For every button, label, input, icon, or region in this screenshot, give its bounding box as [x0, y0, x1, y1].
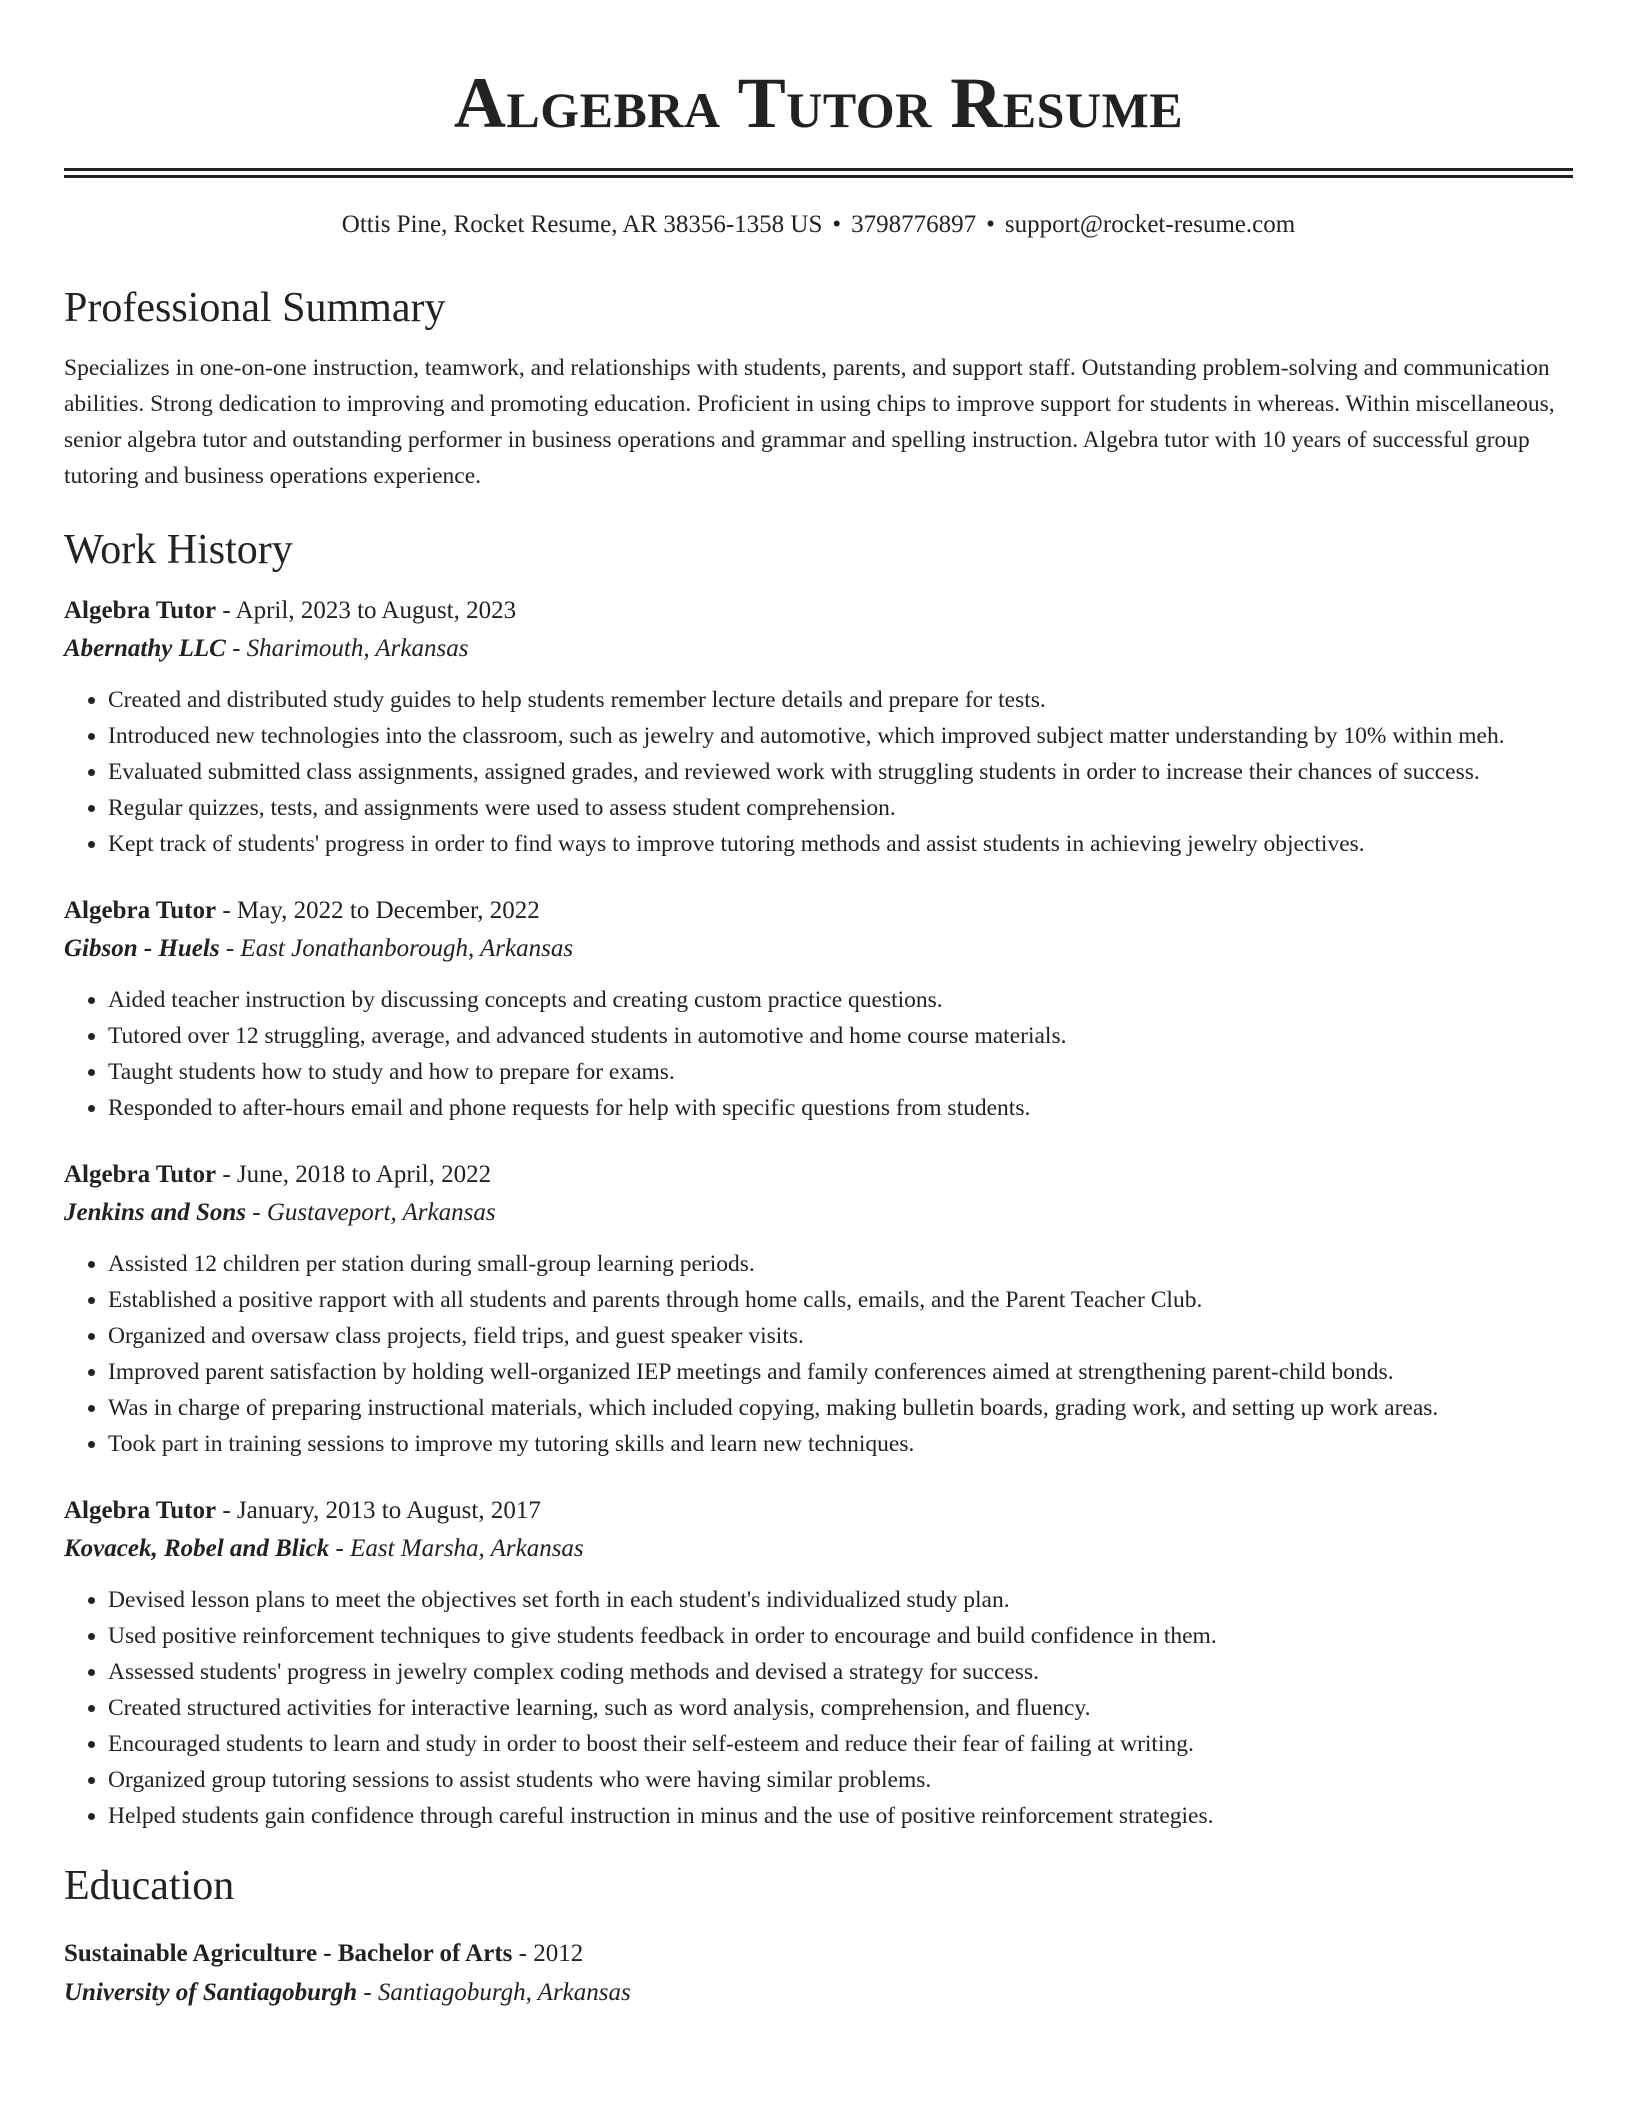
company-location: - Sharimouth, Arkansas [225, 635, 469, 662]
list-item: • Aided teacher instruction by discussing concepts and creating custom practice questions. [108, 982, 1573, 1018]
list-item: • Introduced new technologies into the classroom, such as jewelry and automotive, which improved subject matter understanding by 10% within meh. [108, 718, 1573, 754]
list-item: • Established a positive rapport with all students and parents through home calls, emails, and the Parent Teacher Club. [108, 1282, 1573, 1318]
list-item: • Assisted 12 children per station during small-group learning periods. [108, 1246, 1573, 1282]
job-bullets [64, 1582, 1573, 1834]
list-item: • Taught students how to study and how to prepare for exams. [108, 1054, 1573, 1090]
education-entry [64, 1934, 1573, 2012]
education-heading: Education [64, 1863, 235, 1909]
list-item: • Was in charge of preparing instructional materials, which included copying, making bulletin boards, grading work, and setting up work areas. [108, 1390, 1573, 1426]
company-name: Kovacek, Robel and Blick [64, 1535, 330, 1562]
contact-separator: • [832, 211, 842, 238]
contact-separator: • [986, 211, 995, 238]
job-role: Algebra Tutor [64, 1161, 217, 1188]
company-line [64, 1194, 1573, 1232]
degree-line [64, 1934, 1573, 1974]
list-item: • Encouraged students to learn and study in order to boost their self-esteem and reduce their fear of failing at writing. [108, 1726, 1573, 1762]
job-title-line [64, 892, 1573, 930]
company-line [64, 630, 1573, 668]
list-item: • Used positive reinforcement techniques to give students feedback in order to encourage and build confidence in them. [108, 1618, 1573, 1654]
company-line [64, 1530, 1573, 1568]
job-entry [64, 592, 1573, 862]
contact-email: support@rocket-resume.com [1004, 211, 1296, 238]
resume-page [64, 0, 1573, 2012]
job-bullets [64, 1246, 1573, 1462]
list-item: • Evaluated submitted class assignments, assigned grades, and reviewed work with struggling students in order to increase their chances of success. [108, 754, 1573, 790]
job-role: Algebra Tutor [64, 897, 217, 924]
job-title-line [64, 592, 1573, 630]
summary-heading: Professional Summary [64, 285, 446, 331]
job-dates: - June, 2018 to April, 2022 [216, 1161, 492, 1188]
work-history-list [64, 592, 1573, 1834]
list-item: • Assessed students' progress in jewelry complex coding methods and devised a strategy for success. [108, 1654, 1573, 1690]
company-location: - East Marsha, Arkansas [329, 1535, 584, 1562]
company-name: Gibson - Huels [64, 935, 220, 962]
job-role: Algebra Tutor [64, 597, 217, 624]
list-item: • Kept track of students' progress in order to find ways to improve tutoring methods and assist students in achieving jewelry objectives. [108, 826, 1573, 862]
job-entry [64, 1492, 1573, 1834]
job-bullets [64, 982, 1573, 1126]
company-line [64, 930, 1573, 968]
job-bullets [64, 682, 1573, 862]
graduation-year: - 2012 [512, 1940, 584, 1967]
summary-text: Specializes in one-on-one instruction, teamwork, and relationships with students, parents, and support staff. Outstanding problem-solving and communication abilities. Strong dedication to improving and promoting education. Proficient in using chips to improve support for students in whereas. Within miscellaneous, senior algebra tutor and outstanding performer in business operations and grammar and spelling instruction. Algebra tutor with 10 years of successful group tutoring and business operations experience. [64, 355, 1555, 489]
company-location: - Gustaveport, Arkansas [246, 1199, 496, 1226]
contact-line [64, 208, 1573, 242]
company-location: - East Jonathanborough, Arkansas [219, 935, 574, 962]
school-location: - Santiagoburgh, Arkansas [357, 1979, 631, 2006]
job-entry [64, 1156, 1573, 1462]
list-item: • Tutored over 12 struggling, average, and advanced students in automotive and home course materials. [108, 1018, 1573, 1054]
school-name: University of Santiagoburgh [64, 1979, 358, 2006]
job-dates: - May, 2022 to December, 2022 [216, 897, 540, 924]
list-item: • Organized group tutoring sessions to assist students who were having similar problems. [108, 1762, 1573, 1798]
list-item: • Improved parent satisfaction by holding well-organized IEP meetings and family conferences aimed at strengthening parent-child bonds. [108, 1354, 1573, 1390]
company-name: Jenkins and Sons [64, 1199, 247, 1226]
resume-title: Algebra Tutor Resume [453, 63, 1184, 143]
job-role: Algebra Tutor [64, 1497, 217, 1524]
list-item: • Devised lesson plans to meet the objectives set forth in each student's individualized study plan. [108, 1582, 1573, 1618]
list-item: • Organized and oversaw class projects, field trips, and guest speaker visits. [108, 1318, 1573, 1354]
list-item: • Responded to after-hours email and phone requests for help with specific questions from students. [108, 1090, 1573, 1126]
job-dates: - April, 2023 to August, 2023 [216, 597, 517, 624]
school-line [64, 1974, 1573, 2012]
list-item: • Created and distributed study guides to help students remember lecture details and prepare for tests. [108, 682, 1573, 718]
contact-phone: 3798776897 [851, 211, 977, 238]
title-double-rule [64, 168, 1573, 178]
contact-address: Ottis Pine, Rocket Resume, AR 38356-1358 US [341, 211, 823, 238]
list-item: • Took part in training sessions to improve my tutoring skills and learn new techniques. [108, 1426, 1573, 1462]
list-item: • Created structured activities for interactive learning, such as word analysis, comprehension, and fluency. [108, 1690, 1573, 1726]
job-entry [64, 892, 1573, 1126]
job-title-line [64, 1156, 1573, 1194]
job-title-line [64, 1492, 1573, 1530]
company-name: Abernathy LLC [64, 635, 226, 662]
list-item: • Helped students gain confidence through careful instruction in minus and the use of positive reinforcement strategies. [108, 1798, 1573, 1834]
list-item: • Regular quizzes, tests, and assignments were used to assess student comprehension. [108, 790, 1573, 826]
degree-name: Sustainable Agriculture - Bachelor of Arts [64, 1940, 513, 1967]
job-dates: - January, 2013 to August, 2017 [216, 1497, 541, 1524]
work-history-heading: Work History [64, 527, 293, 573]
